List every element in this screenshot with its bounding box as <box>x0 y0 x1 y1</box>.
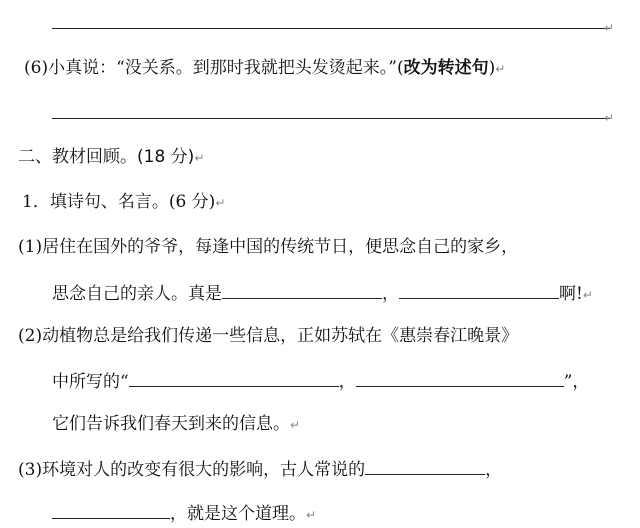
item-2-line-1: (2)动植物总是给我们传递一些信息，正如苏轼在《惠崇春江晚景》 <box>18 326 519 346</box>
section-2-title: 二、教材回顾。(18 分) <box>18 147 195 167</box>
item-2-end: ”， <box>563 372 590 392</box>
return-mark: ↵ <box>604 111 615 125</box>
section-2-heading <box>18 145 204 170</box>
item-3-text: (3)环境对人的改变有很大的影响，古人常说的 <box>18 460 366 480</box>
item-1-text: 思念自己的亲人。真是 <box>52 284 222 304</box>
fill-blank-1b[interactable] <box>399 280 559 299</box>
item-2-line-2 <box>52 368 589 394</box>
item-1-comma: ， <box>382 284 399 304</box>
fill-blank-1a[interactable] <box>222 280 382 299</box>
fill-blank-2b[interactable] <box>356 368 564 387</box>
return-mark: ↵ <box>306 508 317 522</box>
question-6-prefix: (6)小真说：“没关系。到那时我就把头发烫起来。”( <box>24 58 404 78</box>
item-3-end: ，就是这个道理。 <box>170 504 306 524</box>
item-2-text-3: 它们告诉我们春天到来的信息。 <box>52 414 290 434</box>
answer-line-q6[interactable] <box>52 118 610 119</box>
return-mark: ↵ <box>582 288 593 302</box>
return-mark: ↵ <box>604 21 615 35</box>
return-mark: ↵ <box>290 418 301 432</box>
question-6-suffix: ) <box>488 58 496 78</box>
fill-blank-2a[interactable] <box>129 368 339 387</box>
item-3-line-2 <box>52 500 316 527</box>
item-1-line-1: (1)居住在国外的爷爷，每逢中国的传统节日，便思念自己的家乡， <box>18 237 519 257</box>
item-3-comma: ， <box>485 460 503 480</box>
item-2-text: 中所写的“ <box>52 372 129 392</box>
fill-blank-3b[interactable] <box>52 500 170 519</box>
item-2-comma: ， <box>338 372 356 392</box>
return-mark: ↵ <box>215 196 226 210</box>
fill-blank-3a[interactable] <box>365 456 485 475</box>
return-mark: ↵ <box>194 151 205 165</box>
item-3-line-1 <box>18 456 502 482</box>
question-6 <box>24 56 505 81</box>
answer-line-top[interactable] <box>52 28 610 29</box>
question-1-title: 1．填诗句、名言。(6 分) <box>22 192 216 212</box>
return-mark: ↵ <box>495 62 506 76</box>
item-2-line-3 <box>52 412 300 437</box>
item-1-line-2 <box>52 280 593 307</box>
question-1-heading <box>22 190 225 215</box>
question-6-instruction: 改为转述句 <box>403 58 489 78</box>
item-1-end: 啊! <box>559 284 583 304</box>
